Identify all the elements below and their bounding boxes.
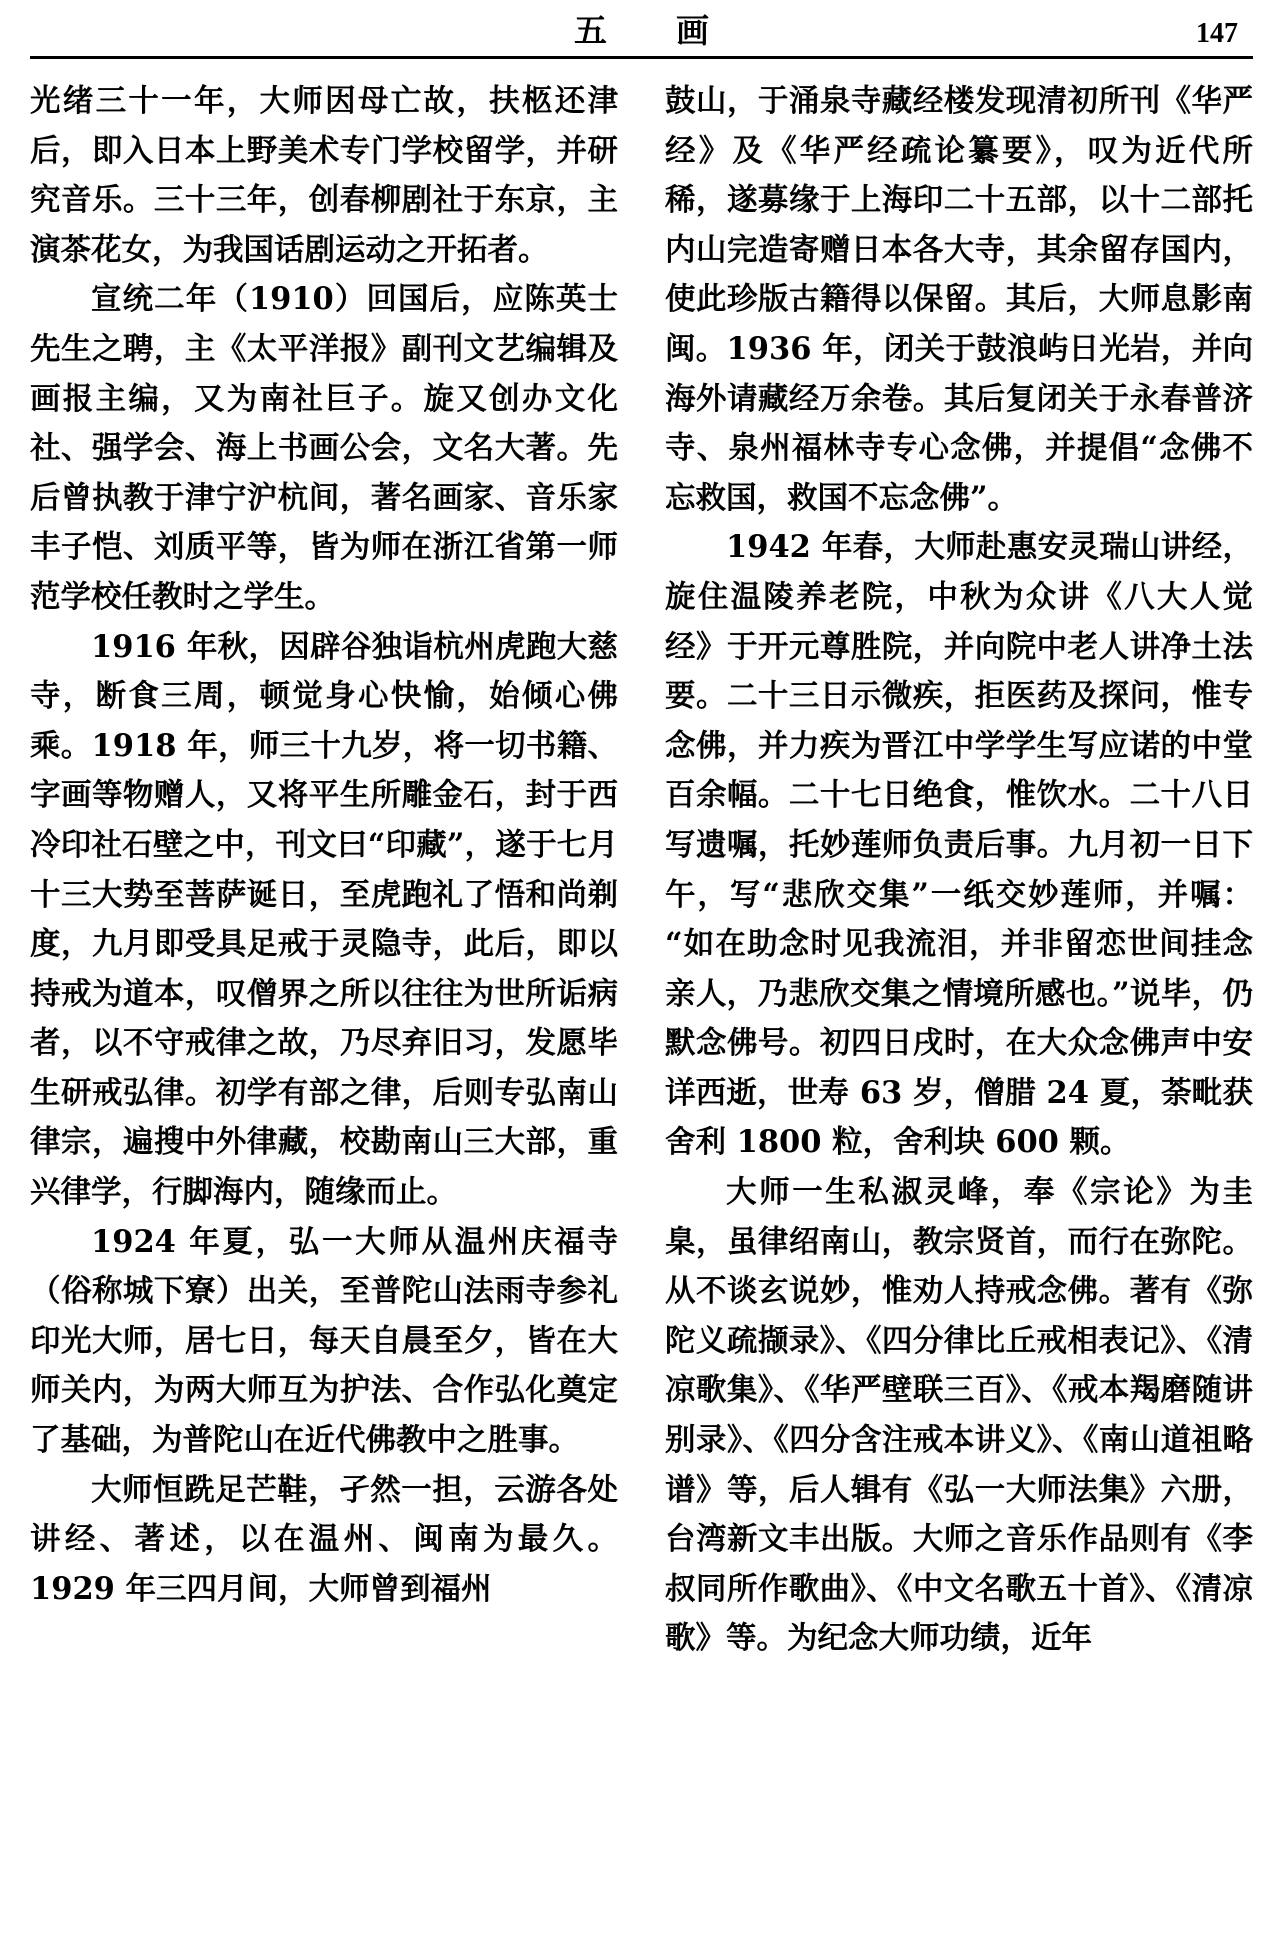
page-header-title: 五 画 — [574, 10, 727, 50]
paragraph: 1942 年春，大师赴惠安灵瑞山讲经，旋住温陵养老院，中秋为众讲《八大人觉经》于开元尊胜院，并向院中老人讲净土法要。二十三日示微疾，拒医药及探问，惟专念佛，并力疾为晋江中学学生写应诺的中堂百余幅。二十七日绝食，惟饮水。二十八日写遗嘱，托妙莲师负责后事。九月初一日下午，写“悲欣交集”一纸交妙莲师，并嘱：“如在助念时见我流泪，并非留恋世间挂念亲人，乃悲欣交集之情境所感也。”说毕，仍默念佛号。初四日戌时，在大众念佛声中安详西逝，世寿 63 岁，僧腊 24 夏，荼毗获舍利 1800 粒，舍利块 600 颗。 — [665, 529, 1253, 1161]
paragraph: 大师一生私淑灵峰，奉《宗论》为圭臬，虽律绍南山，教宗贤首，而行在弥陀。从不谈玄说妙，惟劝人持戒念佛。著有《弥陀义疏撷录》、《四分律比丘戒相表记》、《清凉歌集》、《华严壁联三百》、《戒本羯磨随讲别录》、《四分含注戒本讲义》、《南山道祖略谱》等，后人辑有《弘一大师法集》六册，台湾新文丰出版。大师之音乐作品则有《李叔同所作歌曲》、《中文名歌五十首》、《清凉歌》等。为纪念大师功绩，近年 — [665, 1174, 1253, 1657]
body-columns — [30, 77, 1253, 1907]
paragraph: 1924 年夏，弘一大师从温州庆福寺（俗称城下寮）出关，至普陀山法雨寺参礼印光大师，居七日，每天自晨至夕，皆在大师关内，为两大师互为护法、合作弘化奠定了基础，为普陀山在近代佛教中之胜事。 — [30, 1223, 618, 1459]
left-column — [30, 77, 618, 1907]
paragraph: 大师恒跣足芒鞋，孑然一担，云游各处讲经、著述，以在温州、闽南为最久。1929 年三四月间，大师曾到福州 — [30, 1471, 618, 1607]
right-column — [665, 77, 1253, 1907]
header-divider — [30, 56, 1253, 59]
page-header — [30, 0, 1253, 56]
paragraph: 宣统二年（1910）回国后，应陈英士先生之聘，主《太平洋报》副刊文艺编辑及画报主编，又为南社巨子。旋又创办文化社、强学会、海上书画公会，文名大著。先后曾执教于津宁沪杭间，著名画家、音乐家丰子恺、刘质平等，皆为师在浙江省第一师范学校任教时之学生。 — [30, 281, 618, 615]
paragraph: 1916 年秋，因辟谷独诣杭州虎跑大慈寺，断食三周，顿觉身心快愉，始倾心佛乘。1918 年，师三十九岁，将一切书籍、字画等物赠人，又将平生所雕金石，封于西冷印社石壁之中，刊文曰“印藏”，遂于七月十三大势至菩萨诞日，至虎跑礼了悟和尚剃度，九月即受具足戒于灵隐寺，此后，即以持戒为道本，叹僧界之所以往往为世所诟病者，以不守戒律之故，乃尽弃旧习，发愿毕生研戒弘律。初学有部之律，后则专弘南山律宗，遍搜中外律藏，校勘南山三大部，重兴律学，行脚海内，随缘而止。 — [30, 628, 618, 1211]
paragraph: 光绪三十一年，大师因母亡故，扶柩还津后，即入日本上野美术专门学校留学，并研究音乐。三十三年，创春柳剧社于东京，主演茶花女，为我国话剧运动之开拓者。 — [30, 83, 618, 268]
page-number: 147 — [1196, 18, 1238, 49]
paragraph: 鼓山，于涌泉寺藏经楼发现清初所刊《华严经》及《华严经疏论纂要》，叹为近代所稀，遂募缘于上海印二十五部，以十二部托内山完造寄赠日本各大寺，其余留存国内，使此珍版古籍得以保留。其后，大师息影南闽。1936 年，闭关于鼓浪屿日光岩，并向海外请藏经万余卷。其后复闭关于永春普济寺、泉州福林寺专心念佛，并提倡“念佛不忘救国，救国不忘念佛”。 — [665, 83, 1253, 516]
